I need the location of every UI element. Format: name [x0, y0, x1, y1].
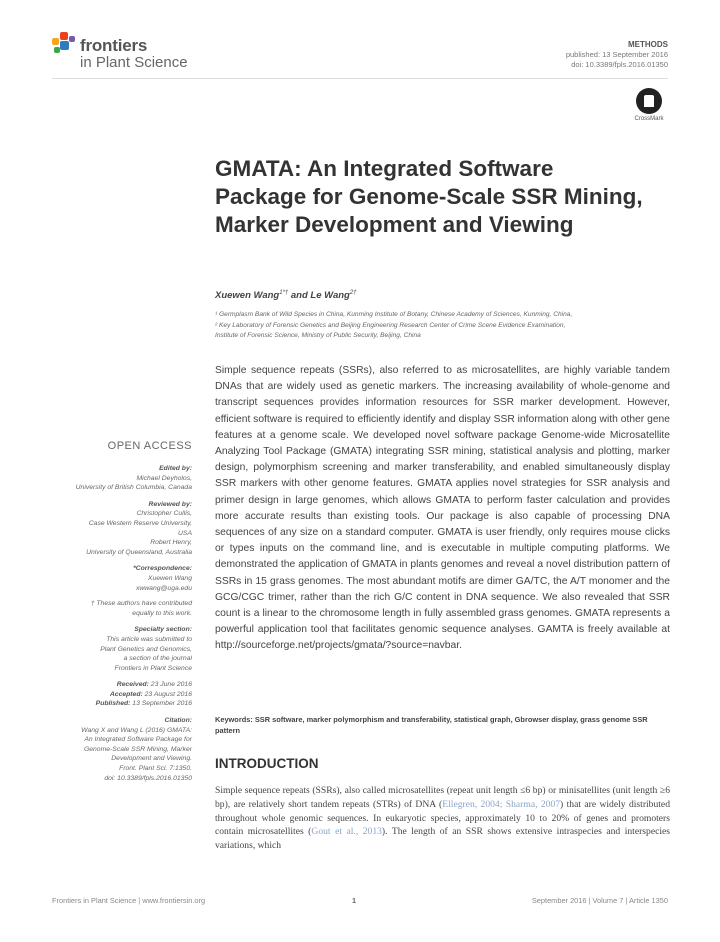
abstract: Simple sequence repeats (SSRs), also referred to as microsatellites, are highly variable tandem DNAs that are widely used as genetic markers. The increasing availability of whole-genome and transcript sequences provides information resources for SSR marker development. However, efficient software is required to efficiently identify and display SSR information along with other gene features at a genome scale. We developed novel software package Genome-wide Microsatellite Analyzing Tool Package (GMATA) integrating SSR mining, statistical analysis and plotting, marker design, polymorphism screening and marker transferability, and enabled simultaneously display SSR markers with other genome features. GMATA applies novel strategies for SSR analysis and primer design in large genomes, which allows GMATA to perform faster calculation and provides more accurate results than existing tools. Our package is also capable of processing DNA sequences of any size on a standard computer. GMATA is user friendly, only requires mouse clicks or types inputs on the command line, and is executable in multiple computing platforms. We demonstrated the application of GMATA in plants genomes and reveal a novel distribution pattern of SSRs in 15 grass genomes. The most abundant motifs are dimer GA/TC, the A/T monomer and the GCG/CGC trimer, rather than the rich G/C content in DNA sequence. We also revealed that SSR count is a linear to the chromosome length in fully assembled grass genomes. GMATA represents a powerful application tool that facilitates genomic sequence analyses. GAMTA is freely available at http://sourceforge.net/projects/gmata/?source=navbar. [215, 365, 670, 652]
reviewer-line: Christopher Cullis, [136, 510, 192, 518]
editor-name: Michael Deyholos, [136, 474, 192, 482]
affiliation-line: Institute of Forensic Science, Ministry of Public Security, Beijing, China [215, 332, 421, 339]
published-date-sidebar [52, 699, 192, 709]
equal-contribution-note [52, 599, 192, 618]
reviewer-line: Robert Henry, [150, 539, 192, 547]
specialty-line: This article was submitted to [106, 635, 192, 643]
introduction-paragraph [215, 784, 670, 853]
note-line: † These authors have contributed [90, 600, 192, 608]
article-title: GMATA: An Integrated Software Package for Genome-Scale SSR Mining, Marker Development and Viewing [215, 156, 643, 237]
crossmark-badge[interactable] [632, 88, 666, 122]
brand-name: frontiers [80, 36, 148, 55]
citation-line: Development and Viewing. [111, 755, 192, 763]
header-divider [52, 78, 668, 79]
author-list [215, 290, 357, 301]
specialty-line: Plant Genetics and Genomics, [100, 645, 192, 653]
author-name[interactable]: Le Wang [310, 290, 350, 302]
affiliation-line: ² Key Laboratory of Forensic Genetics and Beijing Engineering Research Center of Crime Scene Evidence Examination, [215, 321, 566, 329]
citation-line: Genome-Scale SSR Mining, Marker [83, 745, 192, 753]
article-type: METHODS [628, 40, 668, 49]
affiliation-line: ¹ Germplasm Bank of Wild Species in China, Kunming Institute of Botany, Chinese Academy of Sciences, Kunming, China, [215, 311, 573, 318]
keywords: Keywords: SSR software, marker polymorphism and transferability, statistical graph, Gbrowser display, grass genome SSR pattern [215, 715, 648, 735]
note-line: equally to this work. [132, 609, 192, 617]
citation-line: An Integrated Software Package for [84, 736, 192, 744]
body-text: ) that are widely distributed throughout whole genomic sequences. In eukaryotic species, approximately 10 to 20% of genes and promoters contain microsatellites ( [215, 798, 670, 838]
published-label: Published: [95, 700, 131, 708]
citation-label: Citation: [164, 717, 192, 725]
crossmark-label: CrossMark [634, 116, 664, 122]
body-text: Simple sequence repeats (SSRs), also called microsatellites (repeat unit length ≤6 bp) or minisatellites (unit length ≥6 bp), are relatively short tandem repeats (STRs) of DNA ( [215, 785, 670, 810]
section-heading: INTRODUCTION [215, 756, 319, 771]
published-value: 13 September 2016 [130, 700, 192, 708]
reviewer-line: University of Queensland, Australia [86, 548, 192, 556]
correspondent-email[interactable]: xwwang@uga.edu [135, 584, 192, 592]
citation-line: Wang X and Wang L (2016) GMATA: [81, 726, 192, 734]
article-sidebar [52, 464, 192, 783]
citation-link[interactable]: Ellegren, 2004; Sharma, 2007 [442, 798, 561, 810]
citation-link[interactable]: Gout et al., 2013 [311, 826, 382, 838]
crossmark-icon [636, 88, 662, 114]
reviewer-line: USA [178, 529, 192, 537]
page-number: 1 [352, 896, 357, 905]
received-label: Received: [116, 681, 149, 689]
body-text: ). The length of an SSR shows extensive intraspecies and interspecies variations, which [215, 826, 670, 852]
doi-link[interactable]: doi: 10.3389/fpls.2016.01350 [571, 60, 668, 69]
received-date [52, 680, 192, 690]
received-value: 23 June 2016 [148, 681, 192, 689]
footer-volume: September 2016 | Volume 7 | Article 1350 [531, 896, 668, 905]
citation-line: Front. Plant Sci. 7:1350. [119, 765, 192, 773]
correspondence-label: *Correspondence: [133, 565, 192, 573]
specialty-label: Specialty section: [134, 626, 192, 634]
edited-by-label: Edited by: [159, 465, 192, 472]
accepted-date [52, 690, 192, 700]
author-affiliation-marker: 2† [349, 290, 357, 296]
article-dates [52, 680, 192, 709]
affiliations [215, 310, 670, 342]
author-name[interactable]: Xuewen Wang [215, 290, 280, 302]
frontiers-logo-icon [52, 32, 76, 58]
citation-doi[interactable]: doi: 10.3389/fpls.2016.01350 [104, 774, 192, 782]
author-separator: and [288, 290, 311, 302]
reviewer-line: Case Western Reserve University, [88, 519, 192, 527]
specialty-line: a section of the journal [123, 655, 192, 663]
accepted-label: Accepted: [109, 690, 143, 698]
footer-journal[interactable]: Frontiers in Plant Science | www.frontiersin.org [52, 896, 206, 905]
article-meta [566, 40, 668, 70]
open-access-label: OPEN ACCESS [107, 440, 192, 452]
author-affiliation-marker: 1*† [279, 290, 289, 296]
journal-name: in Plant Science [80, 54, 188, 71]
journal-logo[interactable] [52, 30, 222, 74]
correspondent-name: Xuewen Wang [147, 574, 192, 582]
accepted-value: 23 August 2016 [142, 690, 192, 698]
reviewed-by-label: Reviewed by: [148, 500, 192, 508]
specialty-line: Frontiers in Plant Science [114, 664, 192, 672]
published-date: published: 13 September 2016 [565, 50, 668, 59]
editor-affiliation: University of British Columbia, Canada [75, 484, 192, 492]
